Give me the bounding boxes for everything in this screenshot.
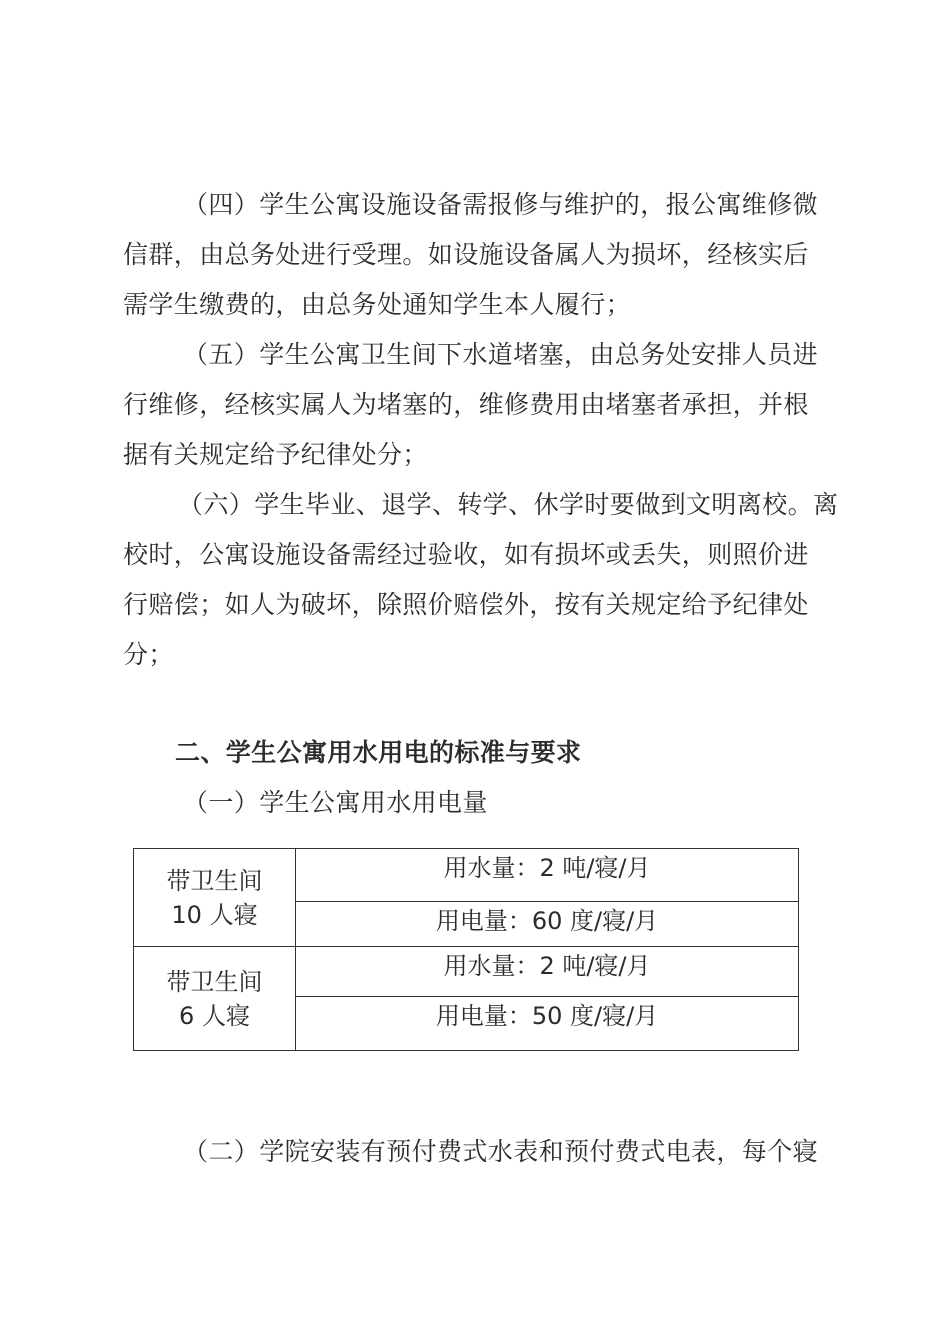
text-line: 行维修，经核实属人为堵塞的，维修费用由堵塞者承担，并根 <box>123 390 809 419</box>
room-type-line: 6 人寝 <box>179 1001 250 1030</box>
paragraph-prepaid-meter: （二）学院安装有预付费式水表和预付费式电表，每个寝 <box>183 1137 819 1166</box>
text-line: 校时，公寓设施设备需经过验收，如有损坏或丢失，则照价进 <box>123 540 809 569</box>
water-usage-cell: 用水量：2 吨/寝/月 <box>296 849 799 902</box>
paragraph-leaving <box>123 480 839 680</box>
room-type-line: 带卫生间 <box>166 866 263 895</box>
text-line: 信群，由总务处进行受理。如设施设备属人为损坏，经核实后 <box>123 240 809 269</box>
usage-table <box>133 848 799 1051</box>
water-usage-cell: 用水量：2 吨/寝/月 <box>296 947 799 997</box>
text-line: 行赔偿；如人为破坏，除照价赔偿外，按有关规定给予纪律处 <box>123 590 809 619</box>
section-heading: 二、学生公寓用水用电的标准与要求 <box>175 738 582 767</box>
paragraph-repair <box>123 180 823 330</box>
sub-heading: （一）学生公寓用水用电量 <box>183 788 488 817</box>
text-line: 需学生缴费的，由总务处通知学生本人履行； <box>123 290 632 319</box>
text-line: （六）学生毕业、退学、转学、休学时要做到文明离校。离 <box>178 490 839 519</box>
text-line: （四）学生公寓设施设备需报修与维护的，报公寓维修微 <box>183 190 819 219</box>
electricity-usage-cell: 用电量：50 度/寝/月 <box>296 997 799 1051</box>
room-type-cell <box>134 849 296 947</box>
text-line: 据有关规定给予纪律处分； <box>123 440 428 469</box>
room-type-line: 10 人寝 <box>171 900 258 929</box>
text-line: 分； <box>123 640 174 669</box>
room-type-cell <box>134 947 296 1051</box>
paragraph-drain <box>123 330 823 480</box>
electricity-usage-cell: 用电量：60 度/寝/月 <box>296 902 799 947</box>
table-row <box>134 947 799 997</box>
table-row <box>134 849 799 902</box>
room-type-line: 带卫生间 <box>166 967 263 996</box>
text-line: （五）学生公寓卫生间下水道堵塞，由总务处安排人员进 <box>183 340 819 369</box>
